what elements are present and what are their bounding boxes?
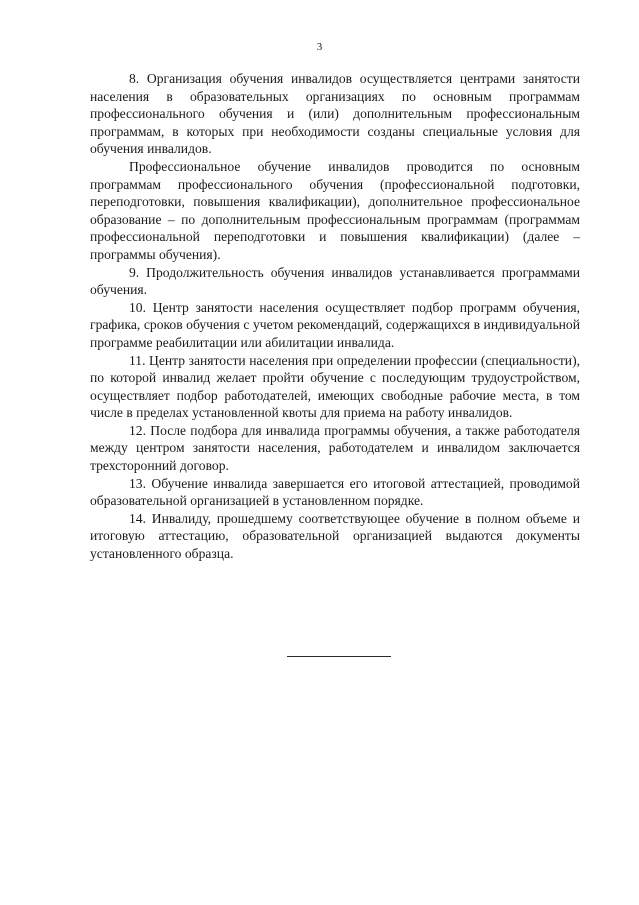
end-separator-line (287, 656, 391, 657)
paragraph-11: 11. Центр занятости населения при определении профессии (специальности), по которой инвалид желает пройти обучение с последующим трудоустройством, осуществляет подбор работодателей, имеющих свободные рабочие места, в том числе в пределах установленной квоты для приема на работу инвалидов. (90, 352, 580, 421)
paragraph-14: 14. Инвалиду, прошедшему соответствующее обучение в полном объеме и итоговую аттестацию, образовательной организацией выдаются документы установленного образца. (90, 510, 580, 562)
paragraph-8-continuation: Профессиональное обучение инвалидов проводится по основным программам профессионального обучения (профессиональной подготовки, переподготовки, повышения квалификации), дополнительное профессиональное образование – по дополнительным профессиональным программам (программам профессиональной переподготовки и повышения квалификации) (далее – программы обучения). (90, 158, 580, 262)
page-number: 3 (316, 41, 323, 53)
paragraph-13: 13. Обучение инвалида завершается его итоговой аттестацией, проводимой образовательной организацией в установленном порядке. (90, 475, 580, 509)
document-body (90, 70, 580, 563)
paragraph-12: 12. После подбора для инвалида программы обучения, а также работодателя между центром занятости населения, работодателем и инвалидом заключается трехсторонний договор. (90, 422, 580, 474)
paragraph-9: 9. Продолжительность обучения инвалидов устанавливается программами обучения. (90, 264, 580, 298)
paragraph-8: 8. Организация обучения инвалидов осуществляется центрами занятости населения в образовательных организациях по основным программам профессионального обучения и (или) дополнительным профессиональным программам, в которых при необходимости созданы специальные условия для обучения инвалидов. (90, 71, 580, 157)
paragraph-10: 10. Центр занятости населения осуществляет подбор программ обучения, графика, сроков обучения с учетом рекомендаций, содержащихся в индивидуальной программе реабилитации или абилитации инвалида. (90, 299, 580, 350)
